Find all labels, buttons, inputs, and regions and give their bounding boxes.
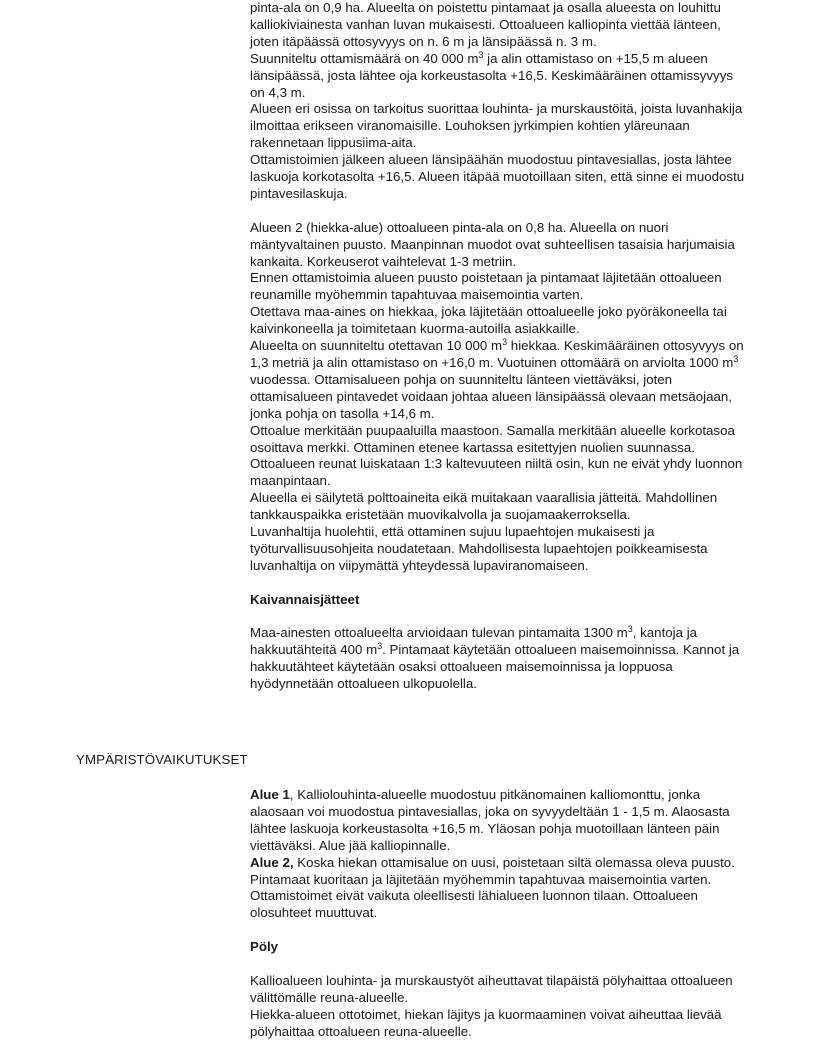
dust-heading: Pöly <box>250 939 279 955</box>
text-span: Maa-ainesten ottoalueelta arvioidaan tulevan pintamaita 1300 m <box>250 625 628 641</box>
text-span: Suunniteltu ottamismäärä on 40 000 m <box>250 50 479 66</box>
section2-paragraph-permit: Luvanhaltija huolehtii, että ottaminen sujuu lupaehtojen mukaisesti ja työturvallisuusohjeita noudatetaan. Mahdollisesta lupaehtojen poikkeamisesta luvanhaltija on viipymättä yhteydessä lupaviranomaiseen. <box>250 524 708 573</box>
section2-paragraph-marking: Ottoalue merkitään puupaaluilla maastoon. Samalla merkitään alueelle korkotasoa osoittava merkki. Ottaminen etenee kartassa esitettyjen nuolien suunnassa. Ottoalueen reunat luiskataan 1:3 kaltevuuteen niiltä osin, kun ne eivät yhdy luonnon maanpintaan. <box>250 422 743 489</box>
waste-heading: Kaivannaisjätteet <box>250 591 360 607</box>
text-span: hiekkaa. Keskimääräinen ottosyvyys on 1,3 metriä ja alin ottamistaso on +16,0 m. Vuotuinen ottomäärä on arviolta 1000 m <box>250 338 744 371</box>
text-span: Alueelta on suunniteltu otettavan 10 000 m <box>250 338 503 354</box>
impacts-area2-paragraph <box>250 855 750 923</box>
section1-paragraph-after: Ottamistoimien jälkeen alueen länsipäähän muodostuu pintavesiallas, josta lähtee laskuoja korkotasolta +16,5. Alueen itäpää muotoillaan siten, että sinne ei muodostu pintavesilaskuja. <box>250 152 745 201</box>
text-span: ja alin ottamistaso on +15,5 m alueen länsipäässä, josta lähtee oja korkeustasolta +16,5. Keskimääräinen ottamissyvyys on 4,3 m. <box>250 50 734 100</box>
impacts-area1-paragraph <box>250 787 750 855</box>
section2-paragraph-before: Ennen ottamistoimia alueen puusto poistetaan ja pintamaat läjitetään ottoalueen reunamille myöhemmin tapahtuvaa maisemointia varten. <box>250 270 722 303</box>
superscript: 3 <box>478 49 484 60</box>
section1-paragraph-works: Alueen eri osissa on tarkoitus suorittaa louhinta- ja murskaustöitä, joista luvanhakija ilmoittaa erikseen viranomaisille. Louhoksen jyrkimpien kohtien yläreunaan rakennetaan lippusiima-aita. <box>250 101 743 151</box>
dust-paragraph-rock: Kallioalueen louhinta- ja murskaustyöt aiheuttavat tilapäistä pölyhaittaa ottoalueen välittömälle reuna-alueelle. <box>250 972 733 1005</box>
text-span: , Kalliolouhinta-alueelle muodostuu pitkänomainen kalliomonttu, jonka alaosaan voi muodostua pintavesiallas, joka on syvyydeltään 1 - 1,5 m. Alaosasta lähtee laskuoja korkeustasolta +16,5 m. Yläosan pohja muotoillaan länteen päin viettäväksi. Alue jää kalliopinnalle. <box>250 787 730 853</box>
area1-label: Alue 1 <box>250 787 290 802</box>
section2-paragraph-area: Alueen 2 (hiekka-alue) ottoalueen pinta-ala on 0,8 ha. Alueella on nuori mäntyvaltainen puusto. Maanpinnan muodot ovat suhteellisen tasaisia harjumaisia kankaita. Korkeuserot vaihtelevat 1-3 metriin. <box>250 219 735 269</box>
text-span: vuodessa. Ottamisalueen pohja on suunniteltu länteen viettäväksi, joten ottamisalueen pintavedet voidaan johtaa alueen länsipäässä olevaan metsäojaan, jonka pohja on tasolla +14,6 m. <box>250 371 732 421</box>
section2-paragraph-material: Otettava maa-aines on hiekkaa, joka läjitetään ottoalueelle joko pyöräkoneella tai kaivinkoneella ja toimitetaan kuorma-autoilla asiakkaille. <box>250 304 727 337</box>
section1-paragraph-extraction: pinta-ala on 0,9 ha. Alueelta on poistettu pintamaat ja osalla alueesta on louhittu kalliokiviainesta vanhan luvan mukaisesti. Ottoalueen kalliopinta viettää länteen, joten itäpäässä ottosyvyys on n. 6 m ja länsipäässä n. 3 m. <box>250 0 721 49</box>
area2-label: Alue 2, <box>250 854 294 870</box>
impacts-column <box>250 787 750 1041</box>
section2-paragraph-fuel: Alueella ei säilytetä polttoaineita eikä muitakaan vaarallisia jätteitä. Mahdollinen tankkauspaikka eristetään muovikalvolla ja suojamaakerroksella. <box>250 490 718 523</box>
section2-paragraph-plan <box>250 338 750 423</box>
waste-paragraph <box>250 625 750 693</box>
text-span: . Pintamaat käytetään ottoalueen maisemoinnissa. Kannot ja hakkuutähteet käytetään osaksi ottoalueen maisemoinnissa ja loppuosa hyödynnetään ottoalueen ulkopuolella. <box>250 642 740 692</box>
dust-paragraph-sand: Hiekka-alueen ottotoimet, hiekan läjitys ja kuormaaminen voivat aiheuttaa lievää pölyhaittaa ottoalueen reuna-alueelle. <box>250 1006 722 1039</box>
superscript: 3 <box>502 337 508 348</box>
superscript: 3 <box>377 641 383 652</box>
environmental-impacts-heading: YMPÄRISTÖVAIKUTUKSET <box>76 752 248 767</box>
superscript: 3 <box>627 624 633 635</box>
superscript: 3 <box>733 354 739 365</box>
main-text-column <box>250 0 750 693</box>
text-span: Koska hiekan ottamisalue on uusi, poistetaan siltä olemassa oleva puusto. Pintamaat kuoritaan ja läjitetään myöhemmin tapahtuvaa maisemointia varten. Ottamistoimet eivät vaikuta oleellisesti lähialueen luonnon tilaan. Ottoalueen olosuhteet muuttuvat. <box>250 854 735 921</box>
section1-paragraph-volume <box>250 51 750 102</box>
text-span: , kantoja ja hakkuutähteitä 400 m <box>250 625 698 658</box>
